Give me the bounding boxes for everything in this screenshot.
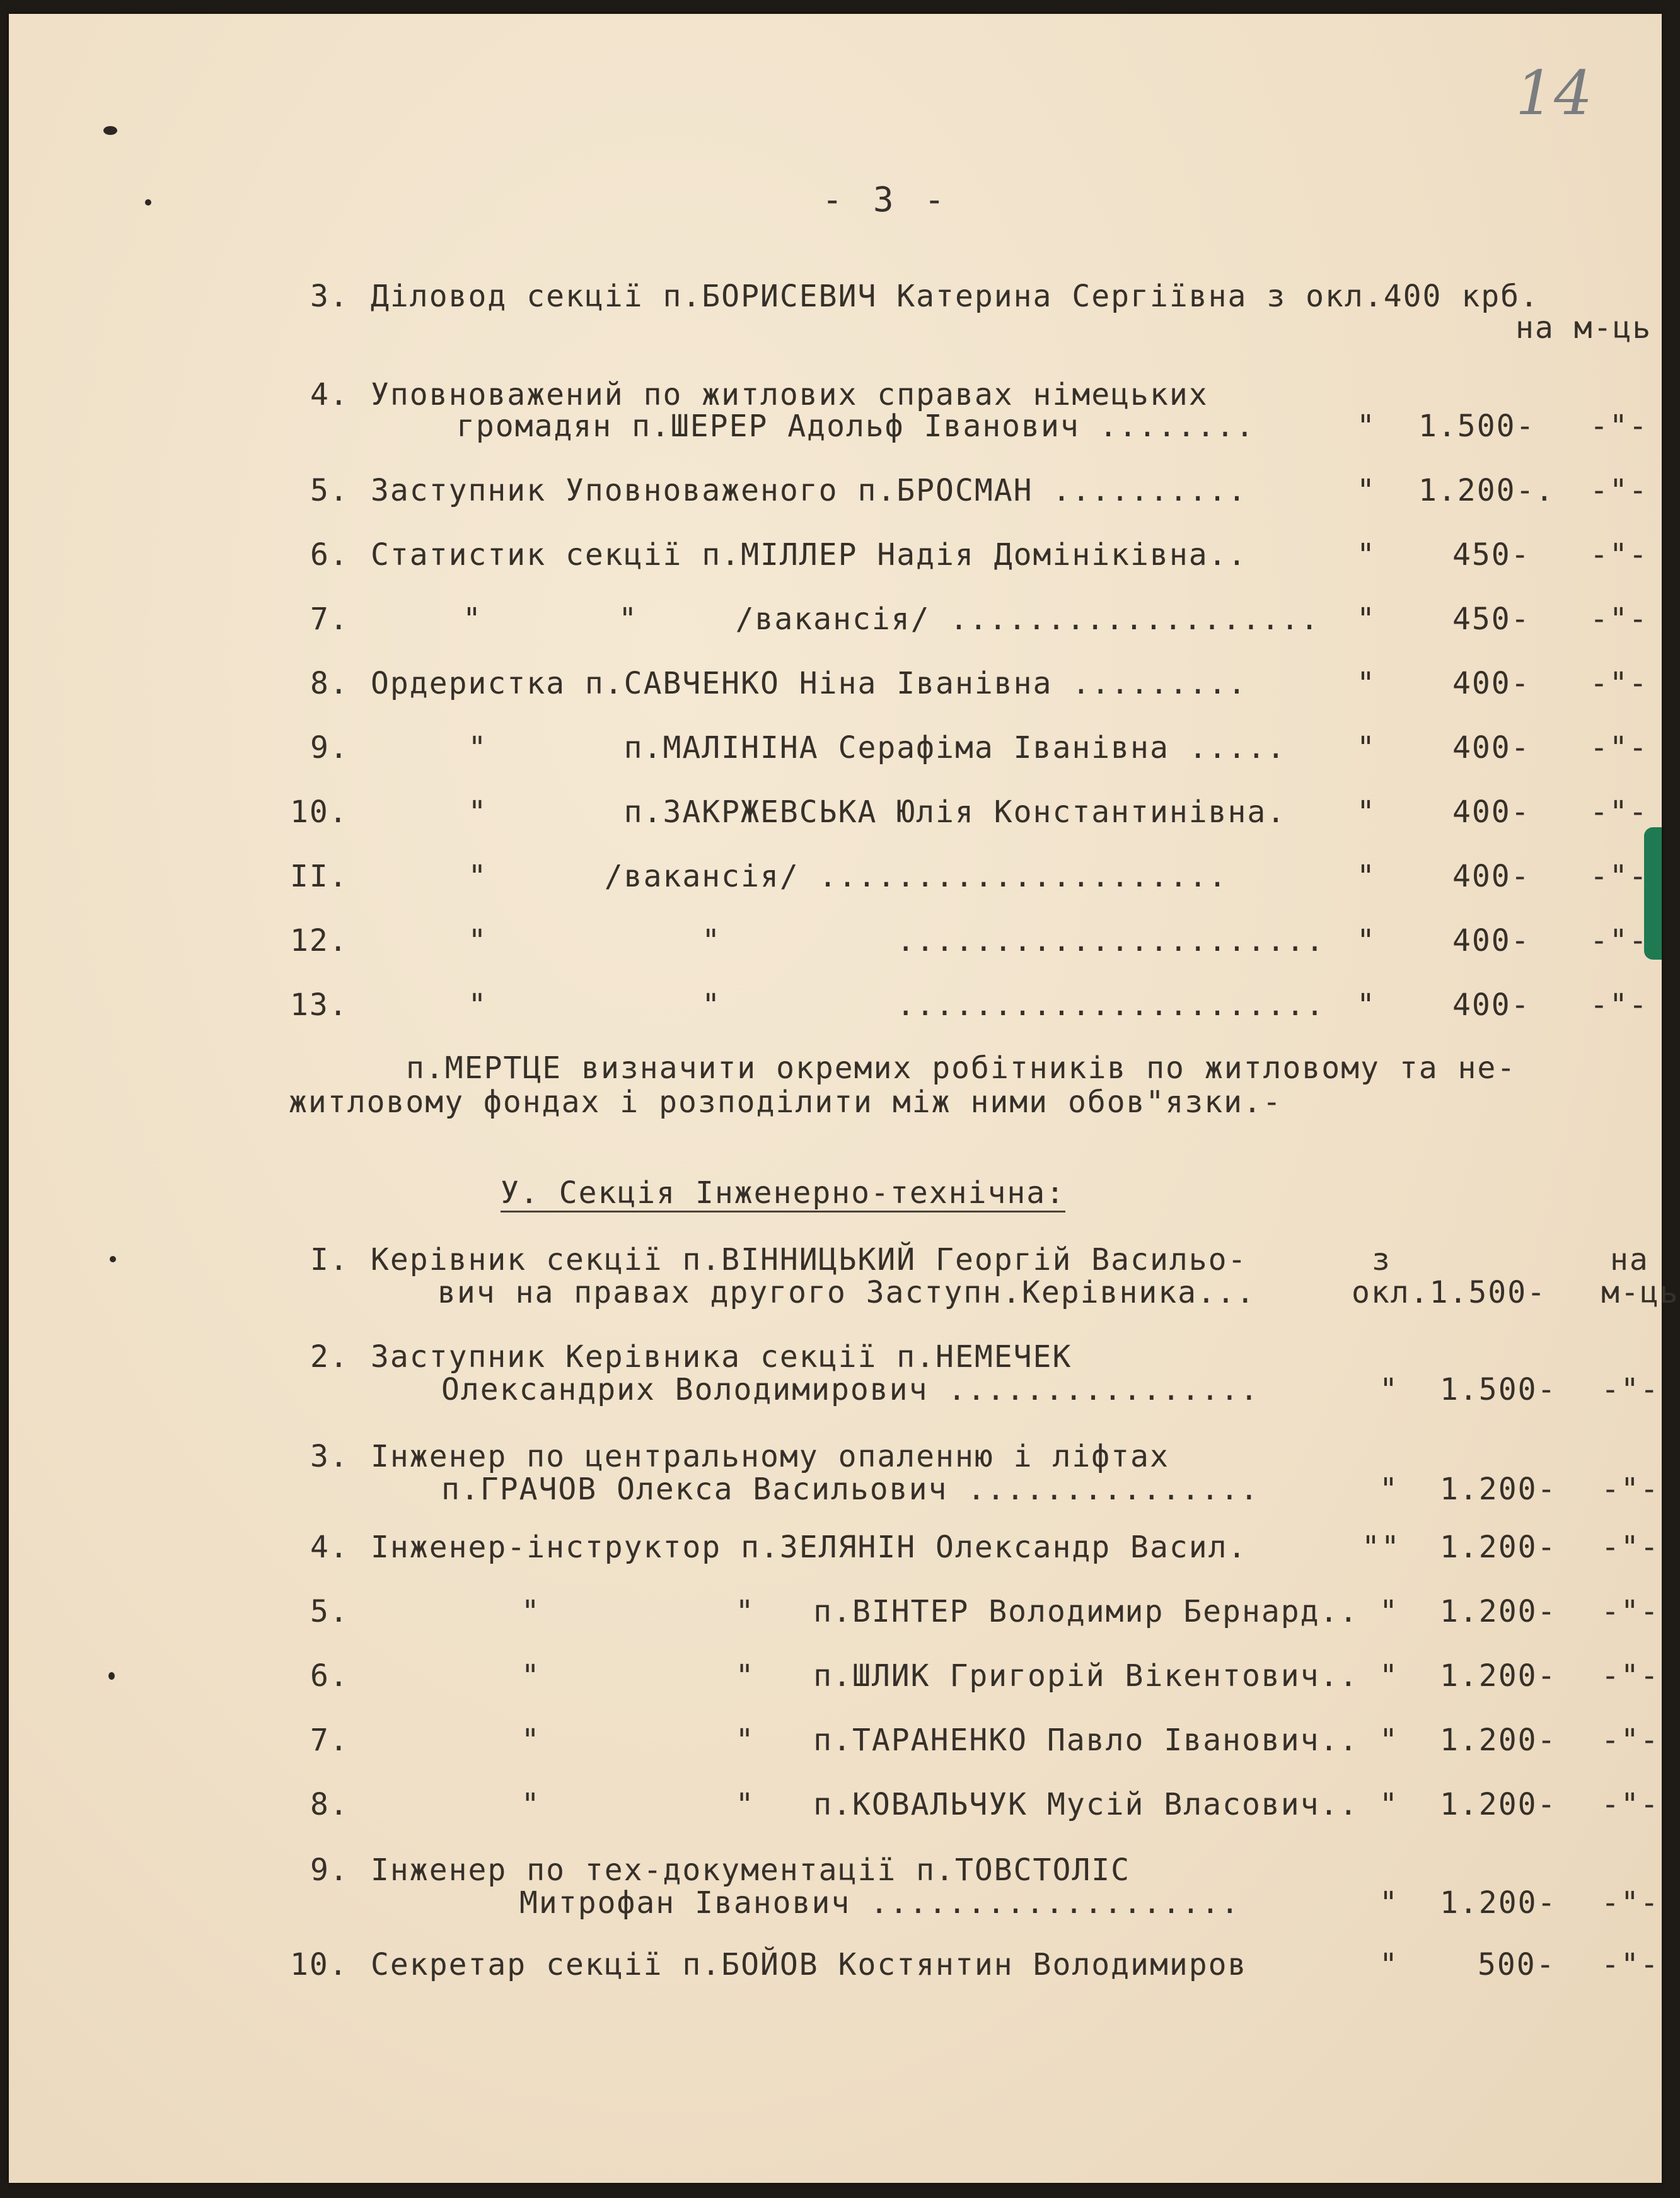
row-9-number: 9.	[310, 730, 349, 765]
row-13-number: 13.	[290, 987, 349, 1023]
section-row-1-line2: вич на правах другого Заступн.Керівника...	[437, 1275, 1256, 1310]
row-5-text: Заступник Уповноваженого п.БРОСМАН ..........	[371, 473, 1248, 508]
row-4-line1: Уповноважений по житлових справах німецьких	[371, 377, 1208, 412]
section-row-9-line1: Інженер по тех-документації п.ТОВСТОЛІС	[371, 1852, 1131, 1888]
row-4-per: -"-	[1590, 409, 1648, 444]
row-5-per: -"-	[1590, 473, 1648, 508]
section-row-10-amount: 500-	[1478, 1947, 1556, 1982]
row-10-per: -"-	[1590, 794, 1648, 830]
ink-spot	[103, 126, 117, 135]
section-row-1-line1: Керівник секції п.ВІННИЦЬКИЙ Георгій Васильо-	[371, 1242, 1248, 1277]
section-row-1-per-top: на	[1610, 1242, 1649, 1277]
row-7-ditto: "	[1357, 602, 1376, 637]
section-row-7-amount: 1.200-	[1440, 1723, 1557, 1758]
section-row-2-per: -"-	[1601, 1372, 1660, 1407]
note-line-2: житловому фондах і розподілити між ними обов"язки.-	[289, 1084, 1282, 1120]
document-page	[9, 14, 1679, 2183]
row-10-ditto: "	[1357, 794, 1376, 830]
section-row-3-per: -"-	[1601, 1472, 1660, 1507]
row-5-amount: 1.200-.	[1418, 473, 1555, 508]
section-row-7-number: 7.	[310, 1723, 349, 1758]
section-row-6-per: -"-	[1601, 1658, 1660, 1694]
row-7-number: 7.	[310, 602, 349, 637]
section-row-3-ditto: "	[1379, 1472, 1399, 1507]
section-row-1-per: м-ць	[1601, 1275, 1679, 1310]
row-5-number: 5.	[310, 473, 349, 508]
section-row-5-number: 5.	[310, 1594, 349, 1629]
section-row-10-text: Секретар секції п.БОЙОВ Костянтин Володимиров	[371, 1947, 1248, 1982]
section-row-6-number: 6.	[310, 1658, 349, 1694]
row-13-text: " " ......................	[371, 987, 1326, 1023]
section-row-5-ditto: "	[1379, 1594, 1399, 1629]
section-row-3-amount: 1.200-	[1440, 1472, 1557, 1507]
row-8-amount: 400-	[1452, 666, 1531, 701]
section-row-2-amount: 1.500-	[1440, 1372, 1557, 1407]
row-9-text: " п.МАЛІНІНА Серафіма Іванівна .....	[371, 730, 1287, 765]
section-row-4-ditto: ""	[1362, 1530, 1401, 1565]
row-11-text: " /вакансія/ .....................	[371, 859, 1228, 894]
section-row-1-z: з	[1372, 1242, 1391, 1277]
section-row-4-number: 4.	[310, 1530, 349, 1565]
section-row-9-amount: 1.200-	[1440, 1885, 1557, 1921]
section-row-8-text: " " п.КОВАЛЬЧУК Мусій Власович..	[463, 1787, 1359, 1822]
row-8-per: -"-	[1590, 666, 1648, 701]
row-9-per: -"-	[1590, 730, 1648, 765]
section-heading: У. Секція Інженерно-технічна:	[501, 1178, 1065, 1212]
section-row-9-ditto: "	[1379, 1885, 1399, 1921]
note-line-1: п.МЕРТЦЕ визначити окремих робітників по житловому та не-	[406, 1050, 1517, 1086]
row-5-ditto: "	[1357, 473, 1376, 508]
row-8-number: 8.	[310, 666, 349, 701]
row-4-line2: громадян п.ШЕРЕР Адольф Іванович ........	[456, 409, 1255, 444]
row-7-per: -"-	[1590, 602, 1648, 637]
row-3-text: Діловод секції п.БОРИСЕВИЧ Катерина Сергіївна з окл.400 крб.	[371, 279, 1539, 314]
row-4-amount: 1.500-	[1418, 409, 1536, 444]
section-row-8-ditto: "	[1379, 1787, 1399, 1822]
row-7-amount: 450-	[1452, 602, 1531, 637]
row-6-amount: 450-	[1452, 537, 1531, 573]
section-row-9-line2: Митрофан Іванович ...................	[519, 1885, 1241, 1921]
row-4-ditto: "	[1357, 409, 1376, 444]
section-row-10-per: -"-	[1601, 1947, 1660, 1982]
section-row-10-ditto: "	[1379, 1947, 1399, 1982]
row-12-per: -"-	[1590, 923, 1648, 958]
section-row-2-number: 2.	[310, 1339, 349, 1375]
ink-spot	[110, 1256, 116, 1262]
section-row-1-number: I.	[310, 1242, 349, 1277]
section-row-4-amount: 1.200-	[1440, 1530, 1557, 1565]
section-row-2-ditto: "	[1379, 1372, 1399, 1407]
row-8-ditto: "	[1357, 666, 1376, 701]
row-7-text: " " /вакансія/ ...................	[463, 602, 1320, 637]
row-6-number: 6.	[310, 537, 349, 573]
section-row-9-number: 9.	[310, 1852, 349, 1888]
row-13-ditto: "	[1357, 987, 1376, 1023]
section-row-6-amount: 1.200-	[1440, 1658, 1557, 1694]
section-row-3-number: 3.	[310, 1439, 349, 1474]
section-row-7-per: -"-	[1601, 1723, 1660, 1758]
row-10-number: 10.	[290, 794, 349, 830]
row-6-per: -"-	[1590, 537, 1648, 573]
row-6-ditto: "	[1357, 537, 1376, 573]
section-row-10-number: 10.	[290, 1947, 349, 1982]
row-4-number: 4.	[310, 377, 349, 412]
section-row-8-amount: 1.200-	[1440, 1787, 1557, 1822]
page-number: - 3 -	[822, 180, 950, 219]
row-11-ditto: "	[1357, 859, 1376, 894]
section-row-7-text: " " п.ТАРАНЕНКО Павло Іванович..	[463, 1723, 1359, 1758]
row-9-amount: 400-	[1452, 730, 1531, 765]
ink-spot	[108, 1672, 115, 1680]
row-11-number: II.	[290, 859, 349, 894]
ink-spot	[145, 199, 151, 206]
section-row-5-text: " " п.ВІНТЕР Володимир Бернард..	[463, 1594, 1359, 1629]
row-8-text: Ордеристка п.САВЧЕНКО Ніна Іванівна .........	[371, 666, 1248, 701]
row-10-text: " п.ЗАКРЖЕВСЬКА Юлія Константинівна.	[371, 794, 1287, 830]
section-row-5-amount: 1.200-	[1440, 1594, 1557, 1629]
row-11-per: -"-	[1590, 859, 1648, 894]
row-12-amount: 400-	[1452, 923, 1531, 958]
section-row-8-number: 8.	[310, 1787, 349, 1822]
folio-number: 14	[1515, 58, 1593, 129]
section-row-5-per: -"-	[1601, 1594, 1660, 1629]
section-row-4-text: Інженер-інструктор п.ЗЕЛЯНІН Олександр Васил.	[371, 1530, 1248, 1565]
row-3-per-month: на м-ць	[1515, 310, 1652, 346]
section-row-6-ditto: "	[1379, 1658, 1399, 1694]
row-12-text: " " ......................	[371, 923, 1326, 958]
row-9-ditto: "	[1357, 730, 1376, 765]
section-row-3-line1: Інженер по центральному опаленню і ліфтах	[371, 1439, 1169, 1474]
section-row-9-per: -"-	[1601, 1885, 1660, 1921]
section-row-4-per: -"-	[1601, 1530, 1660, 1565]
section-row-8-per: -"-	[1601, 1787, 1660, 1822]
row-12-number: 12.	[290, 923, 349, 958]
row-13-per: -"-	[1590, 987, 1648, 1023]
row-6-text: Статистик секції п.МІЛЛЕР Надія Домініківна..	[371, 537, 1248, 573]
row-13-amount: 400-	[1452, 987, 1531, 1023]
section-row-2-line2: Олександрих Володимирович ................	[441, 1372, 1260, 1407]
section-row-6-text: " " п.ШЛИК Григорій Вікентович..	[463, 1658, 1359, 1694]
section-row-7-ditto: "	[1379, 1723, 1399, 1758]
section-row-1-amount: окл.1.500-	[1352, 1275, 1546, 1310]
section-row-2-line1: Заступник Керівника секції п.НЕМЕЧЕК	[371, 1339, 1072, 1375]
row-12-ditto: "	[1357, 923, 1376, 958]
row-11-amount: 400-	[1452, 859, 1531, 894]
section-row-3-line2: п.ГРАЧОВ Олекса Васильович ...............	[441, 1472, 1260, 1507]
row-10-amount: 400-	[1452, 794, 1531, 830]
row-3-number: 3.	[310, 279, 349, 314]
